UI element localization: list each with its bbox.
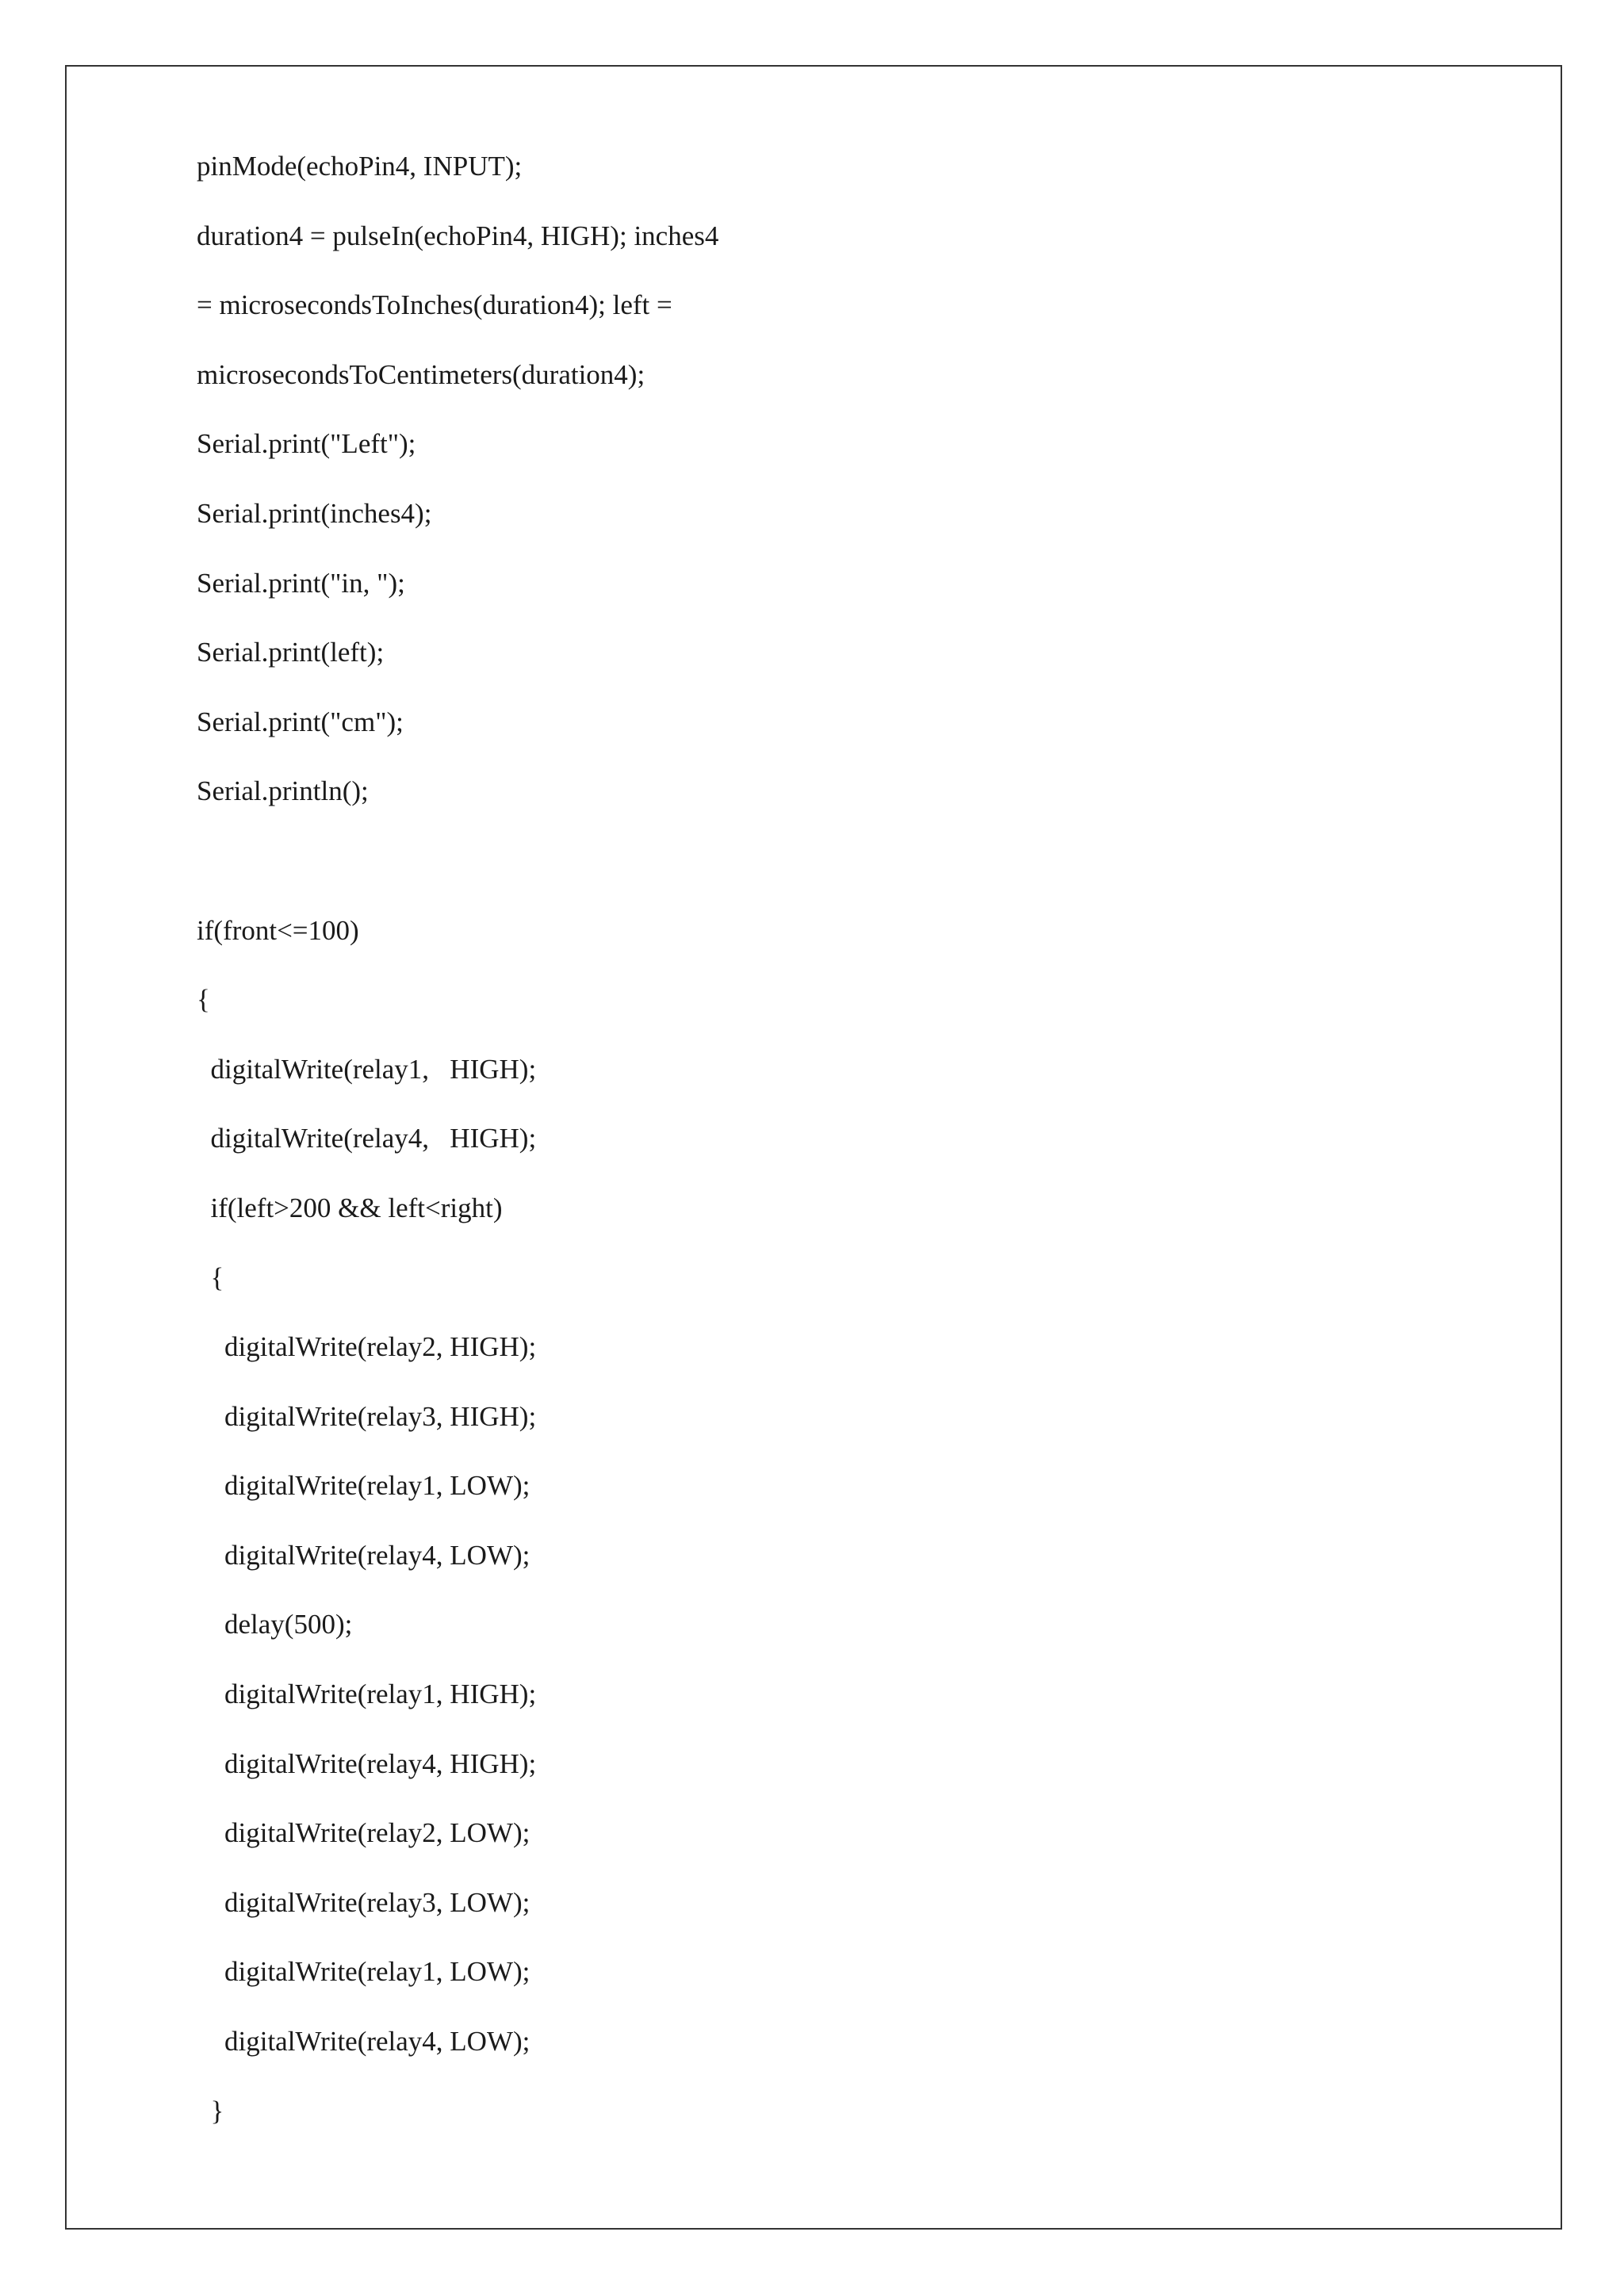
code-line: Serial.print("cm"); <box>197 706 404 737</box>
code-line: digitalWrite(relay3, HIGH); <box>197 1400 537 1432</box>
code-line: Serial.print("in, "); <box>197 567 405 599</box>
code-line: digitalWrite(relay3, LOW); <box>197 1886 530 1918</box>
code-line: = microsecondsToInches(duration4); left = <box>197 289 672 321</box>
code-listing <box>197 144 1505 2158</box>
code-line: if(front<=100) <box>197 914 359 946</box>
code-line: delay(500); <box>197 1609 353 1640</box>
code-line: digitalWrite(relay4, LOW); <box>197 2026 530 2058</box>
code-line: Serial.print(inches4); <box>197 497 432 529</box>
code-line: pinMode(echoPin4, INPUT); <box>197 151 523 182</box>
blank-line <box>197 839 1505 909</box>
code-line: duration4 = pulseIn(echoPin4, HIGH); inches4 <box>197 220 719 251</box>
code-line: digitalWrite(relay4, LOW); <box>197 1539 530 1571</box>
code-line: } <box>197 2095 224 2126</box>
code-line: Serial.print("Left"); <box>197 428 416 460</box>
code-line: microsecondsToCentimeters(duration4); <box>197 358 645 390</box>
code-line: Serial.print(left); <box>197 637 385 668</box>
code-line: if(left>200 && left<right) <box>197 1192 503 1223</box>
code-line: digitalWrite(relay1, LOW); <box>197 1470 530 1502</box>
code-line: digitalWrite(relay2, HIGH); <box>197 1331 537 1363</box>
code-line: digitalWrite(relay4, HIGH); <box>197 1748 537 1779</box>
code-line: { <box>197 984 210 1016</box>
code-line: { <box>197 1261 224 1293</box>
code-line: digitalWrite(relay1, LOW); <box>197 1956 530 1988</box>
code-line: digitalWrite(relay1, HIGH); <box>197 1679 537 1710</box>
code-line: Serial.println(); <box>197 775 369 807</box>
code-line: digitalWrite(relay2, LOW); <box>197 1817 530 1849</box>
code-line: digitalWrite(relay4, HIGH); <box>197 1123 537 1154</box>
code-line: digitalWrite(relay1, HIGH); <box>197 1053 537 1085</box>
